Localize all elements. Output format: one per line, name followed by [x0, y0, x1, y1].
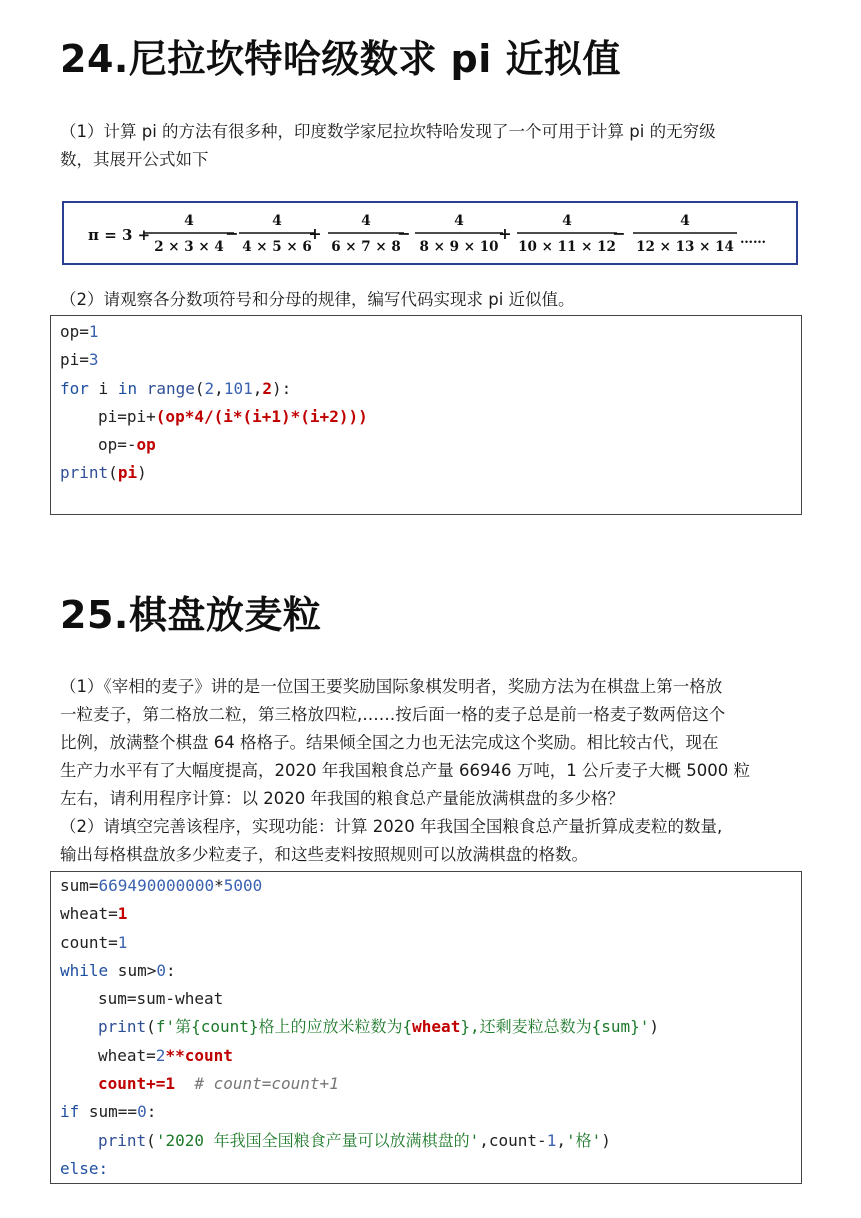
- code-token: ,: [252, 378, 263, 398]
- intro-line: （1）计算 pi 的方法有很多种，印度数学家尼拉坎特哈发现了一个可用于计算 pi 的无穷级: [60, 122, 716, 141]
- formula-operator: +: [308, 224, 322, 243]
- section-25-intro: [60, 673, 816, 869]
- intro-line: 输出每格棋盘放多少粒麦子，和这些麦料按照规则可以放满棋盘的格数。: [60, 845, 588, 864]
- code-token: wheat: [412, 1017, 461, 1037]
- code-line: [51, 1070, 801, 1098]
- fraction-numerator: 4: [562, 213, 572, 229]
- code-token: ,count-: [479, 1130, 547, 1150]
- section-24-intro: [60, 118, 816, 174]
- intro-line: 数，其展开公式如下: [60, 150, 209, 169]
- code-token: '2020 年我国全国粮食产量可以放满棋盘的': [155, 1130, 480, 1150]
- code-token: wheat=: [98, 1045, 156, 1065]
- code-token: 101: [223, 378, 253, 398]
- code-line: [51, 1042, 801, 1070]
- code-line: [51, 872, 801, 900]
- code-token: pi: [117, 463, 138, 483]
- code-token: },还剩麦粒总数为{sum}': [460, 1017, 650, 1037]
- code-line: [51, 985, 801, 1013]
- pi-code-block: [50, 315, 802, 515]
- intro-line: 比例，放满整个棋盘 64 格格子。结果倾全国之力也无法完成这个奖励。相比较古代，现在: [60, 733, 719, 752]
- code-token: (: [108, 463, 118, 483]
- code-token: :: [146, 1102, 157, 1122]
- code-token: sum=sum-wheat: [98, 989, 224, 1009]
- code-token: 2: [155, 1045, 166, 1065]
- code-token: 0: [137, 1102, 147, 1122]
- code-token: while: [60, 960, 109, 980]
- code-token: i: [88, 378, 118, 398]
- code-line: [51, 375, 801, 403]
- code-token: 0: [156, 960, 166, 980]
- code-line: [51, 900, 801, 928]
- code-token: ): [601, 1130, 611, 1150]
- code-line: [51, 318, 801, 346]
- code-token: sum==: [79, 1102, 138, 1122]
- code-token: 1: [117, 932, 128, 952]
- code-token: count+=1: [98, 1074, 176, 1094]
- code-line: [51, 403, 801, 431]
- intro-line: 生产力水平有了大幅度提高，2020 年我国粮食总产量 66946 万吨，1 公斤麦子大概 5000 粒: [60, 761, 750, 780]
- formula-graphic: [64, 203, 796, 263]
- pi-series-formula: [62, 201, 798, 265]
- fraction-numerator: 4: [361, 213, 371, 229]
- code-token: wheat=: [60, 904, 118, 924]
- fraction-denominator: 10 × 11 × 12: [518, 239, 616, 255]
- code-token: print: [98, 1017, 147, 1037]
- code-token: 1: [88, 322, 99, 341]
- intro-line: 一粒麦子，第二格放二粒，第三格放四粒,……按后面一格的麦子总是前一格麦子数两倍这个: [60, 705, 726, 724]
- code-token: ,: [556, 1130, 566, 1150]
- code-token: '格': [565, 1130, 602, 1150]
- code-token: count=: [60, 932, 118, 952]
- fraction-numerator: 4: [454, 213, 464, 229]
- code-token: [137, 379, 147, 398]
- code-token: (: [194, 378, 205, 398]
- code-token: for: [60, 378, 89, 398]
- fraction-numerator: 4: [272, 213, 282, 229]
- code-token: op=-: [98, 435, 137, 455]
- formula-operator: +: [498, 224, 512, 243]
- fraction-denominator: 2 × 3 × 4: [154, 239, 224, 255]
- code-token: 1: [117, 904, 128, 924]
- code-token: (op*4/(i*(i+1)*(i+2)): [155, 406, 359, 426]
- code-token: in: [117, 378, 138, 398]
- code-token: *: [214, 876, 224, 895]
- code-token: print: [60, 463, 109, 483]
- code-token: ):: [272, 378, 292, 398]
- intro-line: （2）请填空完善该程序，实现功能：计算 2020 年我国全国粮食总产量折算成麦粒的数量,: [60, 817, 723, 836]
- section-24-title: 24.尼拉坎特哈级数求 pi 近拟值: [60, 37, 622, 81]
- section-24-task: （2）请观察各分数项符号和分母的规律，编写代码实现求 pi 近似值。: [60, 290, 575, 309]
- wheat-code-block: [50, 871, 802, 1184]
- fraction-numerator: 4: [680, 213, 690, 229]
- code-line: [51, 1155, 801, 1183]
- fraction-denominator: 6 × 7 × 8: [331, 239, 401, 255]
- formula-operator: −: [225, 224, 239, 243]
- code-token: (: [146, 1017, 156, 1037]
- code-token: op: [60, 322, 80, 341]
- code-token: =: [79, 322, 89, 341]
- code-token: 669490000000: [98, 876, 215, 895]
- code-token: 2: [204, 378, 215, 398]
- code-token: ): [137, 463, 147, 483]
- code-line: [51, 1013, 801, 1041]
- formula-lead: π = 3 +: [88, 226, 151, 244]
- code-token: range: [146, 378, 195, 398]
- fraction-denominator: 8 × 9 × 10: [419, 239, 499, 255]
- code-token: f'第{count}格上的应放米粒数为{: [155, 1017, 413, 1037]
- code-token: sum=: [60, 876, 99, 895]
- code-line: [51, 459, 801, 487]
- code-line: [51, 431, 801, 459]
- code-token: print: [98, 1130, 147, 1150]
- code-token: if: [60, 1102, 80, 1122]
- code-line: [51, 929, 801, 957]
- fraction-denominator: 12 × 13 × 14: [636, 239, 734, 255]
- code-token: :: [165, 960, 176, 980]
- code-token: =: [79, 350, 89, 370]
- formula-operator: −: [612, 224, 626, 243]
- code-token: op: [136, 435, 156, 455]
- fraction-denominator: 4 × 5 × 6: [242, 239, 312, 255]
- code-token: 3: [88, 350, 99, 370]
- fraction-numerator: 4: [184, 213, 194, 229]
- code-token: # count=count+1: [194, 1074, 339, 1094]
- code-token: pi=pi+: [98, 406, 156, 426]
- code-line: [51, 957, 801, 985]
- code-line: [51, 1098, 801, 1126]
- code-token: 2: [262, 378, 272, 398]
- code-token: pi: [60, 350, 80, 370]
- code-token: ,: [214, 378, 224, 398]
- code-token: 5000: [223, 876, 263, 895]
- code-token: sum>: [108, 960, 157, 980]
- code-line: [51, 346, 801, 374]
- code-token: **count: [165, 1045, 233, 1065]
- intro-line: 左右，请利用程序计算：以 2020 年我国的粮食总产量能放满棋盘的多少格？: [60, 789, 624, 808]
- code-token: else:: [60, 1158, 109, 1178]
- code-token: ): [358, 406, 368, 426]
- formula-operator: −: [397, 224, 411, 243]
- code-token: ): [649, 1017, 660, 1037]
- code-token: (: [146, 1130, 156, 1150]
- code-token: 1: [546, 1130, 557, 1150]
- code-token: [175, 1074, 194, 1093]
- intro-line: （1）《宰相的麦子》讲的是一位国王要奖励国际象棋发明者，奖励方法为在棋盘上第一格放: [60, 677, 723, 696]
- section-25-title: 25.棋盘放麦粒: [60, 593, 322, 637]
- formula-ellipsis: ……: [740, 232, 766, 247]
- code-line: [51, 1127, 801, 1155]
